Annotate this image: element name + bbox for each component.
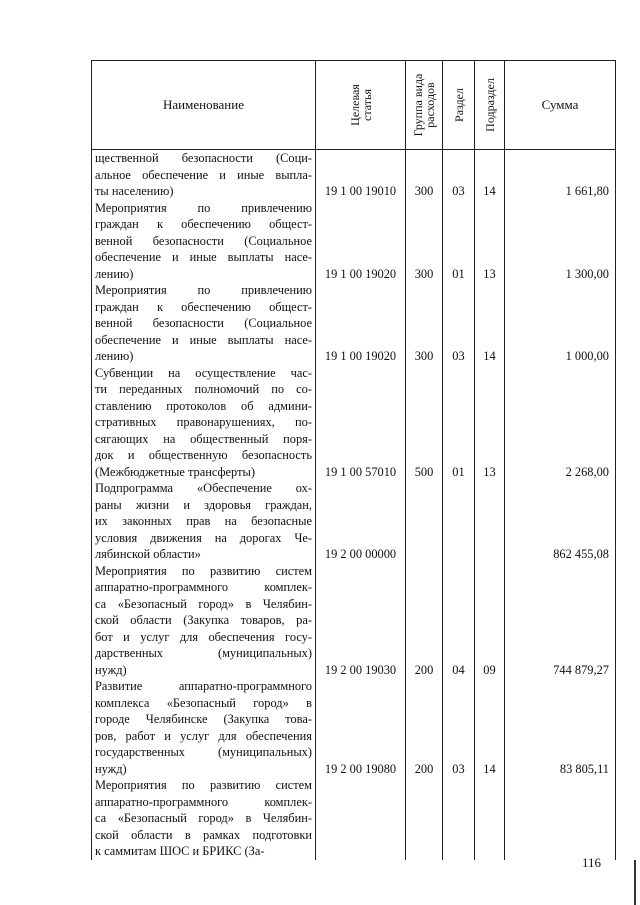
- description-line: сягающих на общественный поря-: [95, 431, 312, 446]
- row-expense-group: 300: [406, 200, 443, 283]
- row-sum: [505, 777, 616, 860]
- row-expense-group: [406, 480, 443, 563]
- row-subsection: 09: [475, 563, 505, 679]
- description-line: обеспечение и иные выплаты насе-: [95, 332, 312, 347]
- row-subsection: 14: [475, 150, 505, 200]
- header-section: Раздел: [443, 61, 475, 150]
- description-line: граждан к обеспечению общест-: [95, 217, 312, 231]
- table-row: [92, 678, 616, 777]
- description-line: ты населению): [95, 184, 174, 198]
- description-line: к саммитам ШОС и БРИКС (За-: [95, 844, 265, 858]
- row-expense-group: 500: [406, 365, 443, 481]
- row-expense-group: 300: [406, 150, 443, 200]
- row-expense-group: 200: [406, 678, 443, 777]
- description-line: лению): [95, 349, 134, 363]
- row-section: 03: [443, 282, 475, 365]
- table-row: [92, 563, 616, 679]
- description-line: нужд): [95, 761, 127, 776]
- description-line: Мероприятия по привлечению: [95, 283, 312, 297]
- row-sum: 1 300,00: [505, 200, 616, 283]
- description-line: альное обеспечение и иные выпла-: [95, 167, 312, 182]
- description-line: городе Челябинске (Закупка това-: [95, 712, 312, 726]
- header-target-article: Целевая статья: [316, 61, 406, 150]
- row-section: 01: [443, 200, 475, 283]
- row-target-article: 19 2 00 19030: [316, 563, 406, 679]
- row-description: [92, 777, 316, 860]
- row-section: [443, 480, 475, 563]
- row-subsection: [475, 777, 505, 860]
- page-number: 116: [582, 855, 602, 870]
- description-line: лябинской области»: [95, 547, 201, 561]
- row-description: [92, 150, 316, 200]
- row-description: [92, 563, 316, 679]
- description-line: венной безопасности (Социальное: [95, 316, 312, 330]
- row-section: 04: [443, 563, 475, 679]
- description-line: государственных (муниципальных): [95, 745, 312, 759]
- description-line: Мероприятия по развитию систем: [95, 778, 312, 792]
- table-body: [92, 150, 616, 860]
- row-target-article: 19 1 00 19010: [316, 150, 406, 200]
- row-target-article: 19 1 00 19020: [316, 282, 406, 365]
- header-subsection: Подраздел: [475, 61, 505, 150]
- row-expense-group: 200: [406, 563, 443, 679]
- row-description: [92, 282, 316, 365]
- description-line: комплекса «Безопасный город» в: [95, 695, 312, 710]
- description-line: ставлению протоколов об админи-: [95, 398, 312, 413]
- row-sum: 744 879,27: [505, 563, 616, 679]
- description-line: са «Безопасный город» в Челябин-: [95, 596, 312, 611]
- table-row: [92, 150, 616, 200]
- description-line: стративных правонарушениях, по-: [95, 415, 312, 429]
- description-line: Развитие аппаратно-программного: [95, 679, 312, 693]
- description-line: их законных прав на безопасные: [95, 514, 312, 528]
- row-sum: 83 805,11: [505, 678, 616, 777]
- description-line: венной безопасности (Социальное: [95, 233, 312, 248]
- row-description: [92, 200, 316, 283]
- header-name: Наименование: [92, 61, 316, 150]
- row-section: 01: [443, 365, 475, 481]
- row-subsection: [475, 480, 505, 563]
- row-sum: 1 661,80: [505, 150, 616, 200]
- description-line: (Межбюджетные трансферты): [95, 464, 255, 479]
- description-line: ской области (Закупка товаров, ра-: [95, 613, 312, 627]
- row-target-article: [316, 777, 406, 860]
- table-row: [92, 480, 616, 563]
- table-row: [92, 777, 616, 860]
- description-line: лению): [95, 266, 134, 281]
- table-row: [92, 365, 616, 481]
- row-section: 03: [443, 678, 475, 777]
- row-expense-group: 300: [406, 282, 443, 365]
- description-line: условия движения на дорогах Че-: [95, 530, 312, 545]
- description-line: щественной безопасности (Соци-: [95, 151, 312, 165]
- row-target-article: 19 2 00 00000: [316, 480, 406, 563]
- row-section: 03: [443, 150, 475, 200]
- description-line: са «Безопасный город» в Челябин-: [95, 811, 312, 825]
- header-expense-group: Группа вида расходов: [406, 61, 443, 150]
- description-line: Подпрограмма «Обеспечение ох-: [95, 481, 312, 495]
- table-header-row: [92, 61, 616, 150]
- description-line: граждан к обеспечению общест-: [95, 299, 312, 314]
- description-line: ти переданных полномочий по со-: [95, 382, 312, 396]
- description-line: ров, работ и услуг для обеспечения: [95, 728, 312, 743]
- description-line: нужд): [95, 662, 127, 677]
- row-subsection: 13: [475, 365, 505, 481]
- row-target-article: 19 1 00 19020: [316, 200, 406, 283]
- description-line: аппаратно-программного комплек-: [95, 580, 312, 594]
- row-description: [92, 480, 316, 563]
- row-expense-group: [406, 777, 443, 860]
- row-target-article: 19 2 00 19080: [316, 678, 406, 777]
- description-line: Мероприятия по развитию систем: [95, 563, 312, 578]
- description-line: док и общественную безопасность: [95, 448, 312, 462]
- row-sum: 2 268,00: [505, 365, 616, 481]
- header-sum: Сумма: [505, 61, 616, 150]
- description-line: раны жизни и здоровья граждан,: [95, 497, 312, 512]
- description-line: Субвенции на осуществление час-: [95, 365, 312, 380]
- description-line: обеспечение и иные выплаты насе-: [95, 250, 312, 264]
- row-subsection: 13: [475, 200, 505, 283]
- description-line: бот и услуг для обеспечения госу-: [95, 629, 312, 644]
- row-section: [443, 777, 475, 860]
- row-description: [92, 678, 316, 777]
- row-target-article: 19 1 00 57010: [316, 365, 406, 481]
- description-line: аппаратно-программного комплек-: [95, 794, 312, 809]
- description-line: дарственных (муниципальных): [95, 646, 312, 660]
- scan-edge-mark: [634, 860, 636, 905]
- row-sum: 1 000,00: [505, 282, 616, 365]
- table-row: [92, 200, 616, 283]
- description-line: Мероприятия по привлечению: [95, 200, 312, 215]
- row-subsection: 14: [475, 282, 505, 365]
- row-sum: 862 455,08: [505, 480, 616, 563]
- row-description: [92, 365, 316, 481]
- table-row: [92, 282, 616, 365]
- description-line: ской области в рамках подготовки: [95, 827, 312, 842]
- row-subsection: 14: [475, 678, 505, 777]
- budget-table: [91, 60, 616, 860]
